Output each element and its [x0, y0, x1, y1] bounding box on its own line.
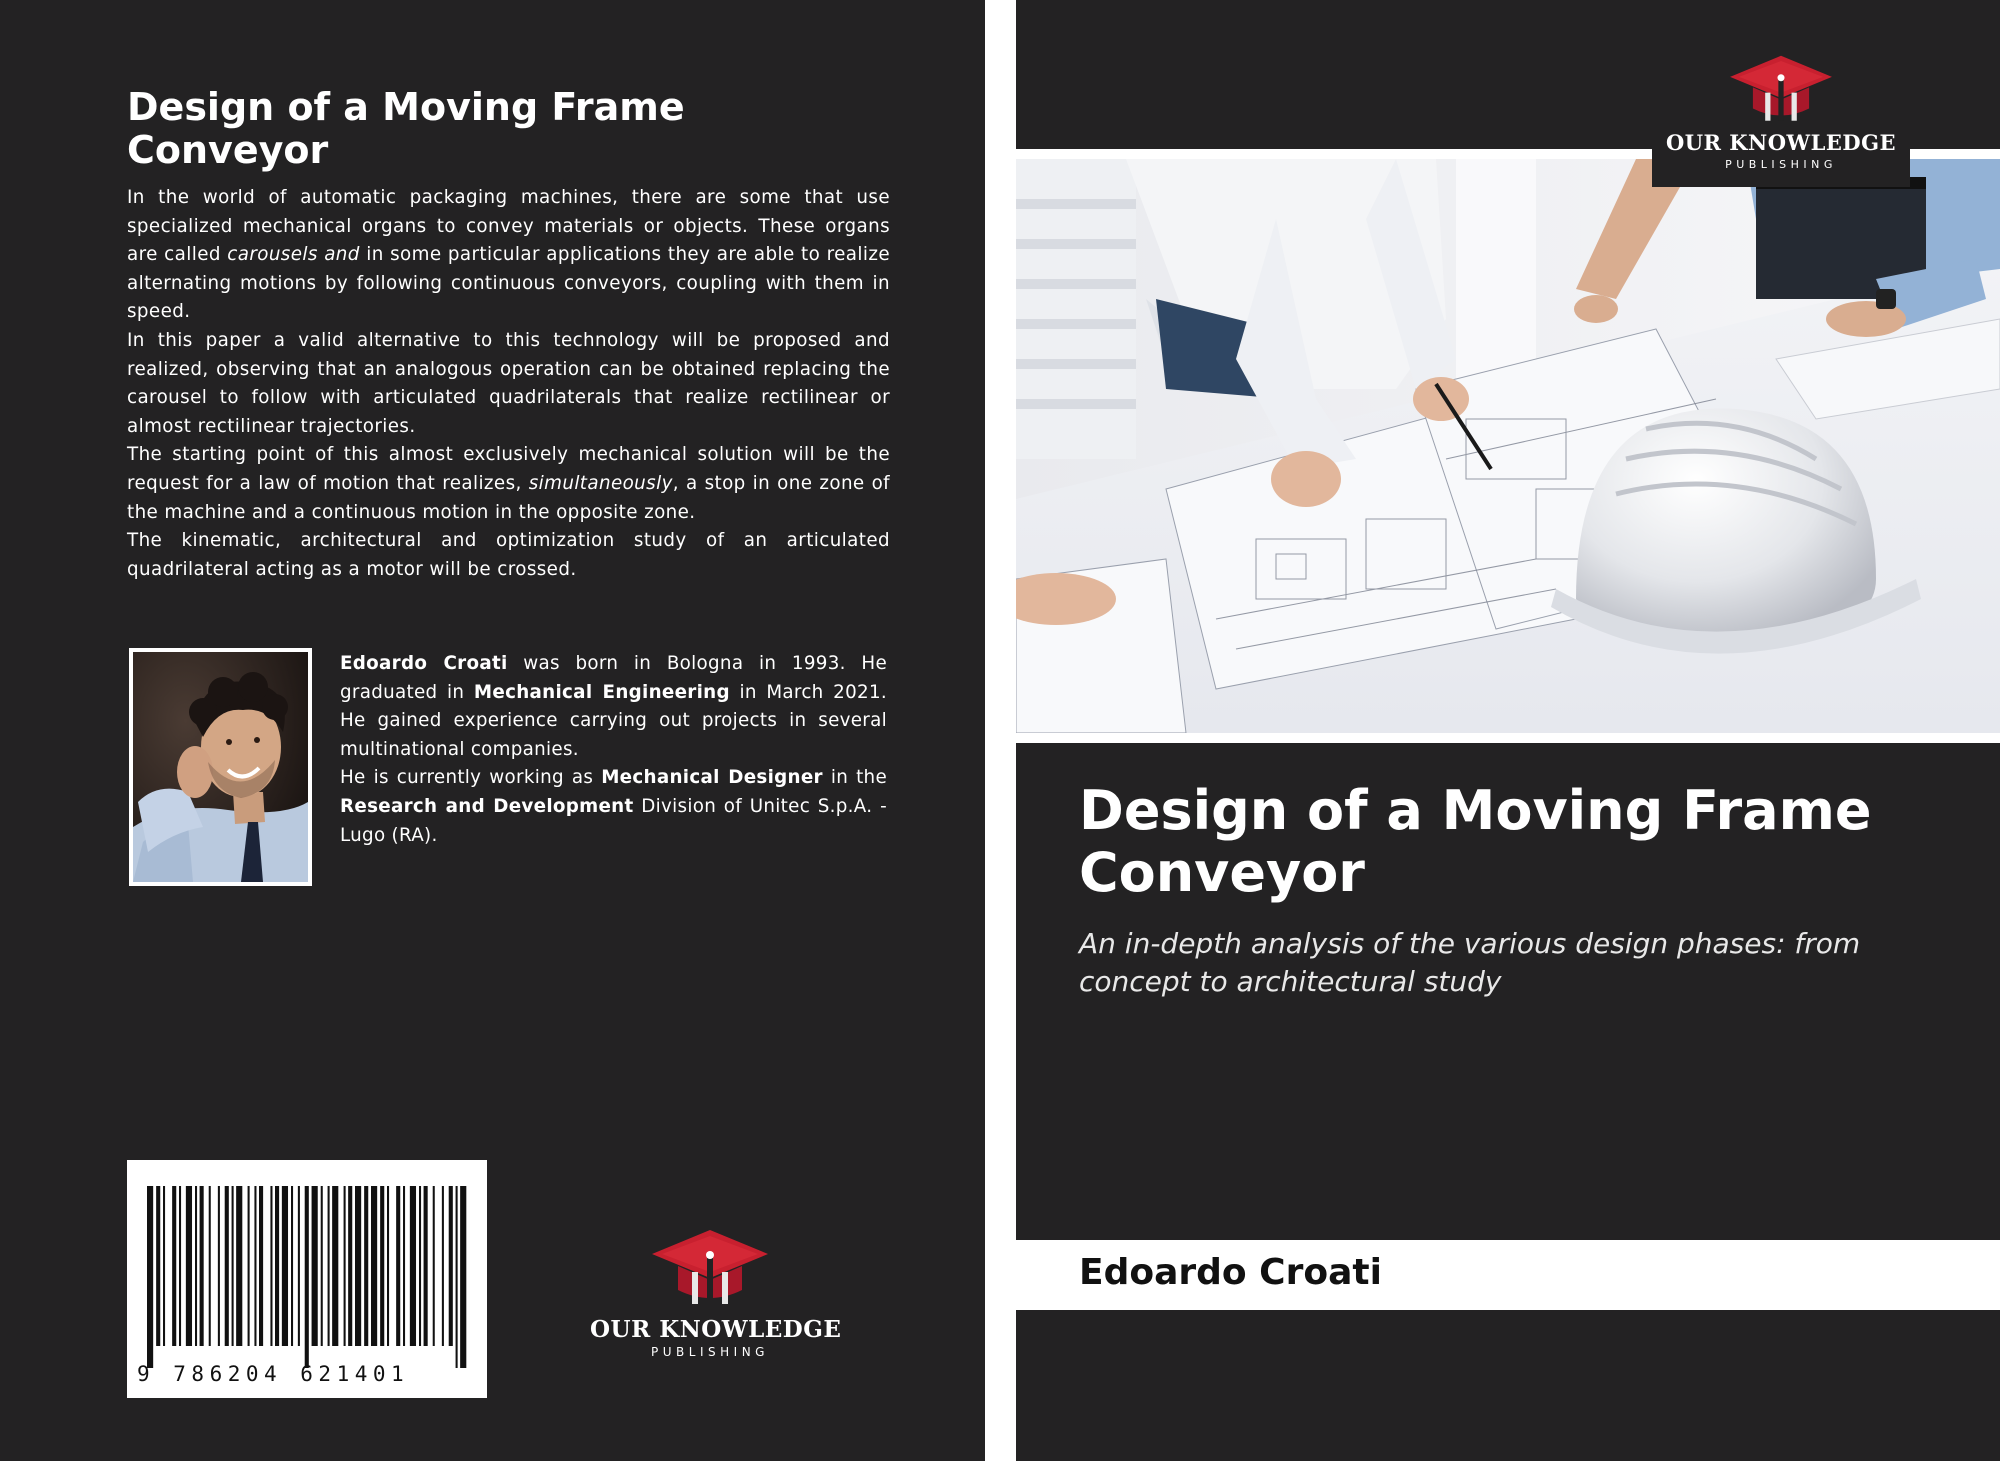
- front-cover-title: Design of a Moving Frame Conveyor: [1079, 779, 1872, 904]
- barcode-bar: [371, 1186, 377, 1346]
- barcode-bar: [179, 1186, 181, 1346]
- publisher-sub: PUBLISHING: [651, 1345, 769, 1359]
- barcode-icon: [147, 1186, 467, 1368]
- barcode-bar: [387, 1186, 389, 1346]
- barcode-bar: [254, 1186, 256, 1346]
- publisher-logo-back: [590, 1228, 842, 1359]
- blurb-paragraph-3: The starting point of this almost exclusively mechanical solution will be the request for a law of motion that realizes, simultaneously, a stop in one zone of the machine and a continuous motion in the opposite zone.: [127, 444, 890, 523]
- barcode-bar: [332, 1186, 338, 1346]
- barcode-bar: [410, 1186, 416, 1346]
- front-cover-author: Edoardo Croati: [1079, 1252, 1382, 1293]
- publisher-logo-front-box: [1652, 50, 1910, 187]
- back-cover: [0, 0, 985, 1461]
- barcode-bar: [275, 1186, 279, 1346]
- bio-paragraph-2: He is currently working as Mechanical Designer in the Research and Development Division of Unitec S.p.A. - Lugo (RA).: [340, 767, 888, 846]
- publisher-logo-front: [1652, 54, 1910, 171]
- cover-photo-frame: [1016, 149, 2000, 743]
- barcode-bar: [270, 1186, 272, 1346]
- barcode-bar: [348, 1186, 352, 1346]
- barcode-bar: [442, 1186, 444, 1346]
- isbn-barcode: [127, 1160, 487, 1398]
- barcode-bar: [248, 1186, 250, 1346]
- barcode-bar: [291, 1186, 293, 1346]
- barcode-bar: [344, 1186, 346, 1346]
- barcode-bar: [424, 1186, 428, 1346]
- barcode-bar: [200, 1186, 204, 1346]
- back-cover-blurb: [127, 184, 890, 584]
- bio-paragraph-1: Edoardo Croati was born in Bologna in 1993. He graduated in Mechanical Engineering in March 2021. He gained experience carrying out projects in several multinational companies.: [340, 653, 887, 760]
- barcode-digits: 9 786204 621401: [137, 1362, 410, 1386]
- barcode-bar: [396, 1186, 400, 1346]
- barcode-bar: [236, 1186, 242, 1346]
- barcode-bar: [364, 1186, 368, 1346]
- barcode-bar: [456, 1186, 458, 1368]
- back-cover-title: Design of a Moving Frame Conveyor: [127, 85, 685, 172]
- cover-photo: [1016, 159, 2000, 733]
- barcode-bar: [449, 1186, 453, 1346]
- barcode-bar: [403, 1186, 405, 1346]
- barcode-bar: [321, 1186, 323, 1346]
- barcode-bar: [225, 1186, 229, 1346]
- blurb-paragraph-1: In the world of automatic packaging machines, there are some that use specialized mechanical organs to convey materials or objects. These organs are called carousels and in some particular applications they are able to realize alternating motions by following continuous conveyors, coupling with them in speed.: [127, 187, 890, 323]
- publisher-name: OUR KNOWLEDGE: [1665, 130, 1897, 155]
- front-cover-subtitle: An in-depth analysis of the various design phases: from concept to architectural study: [1079, 927, 1861, 998]
- author-portrait-image: [133, 652, 308, 882]
- publisher-sub: PUBLISHING: [1725, 158, 1837, 171]
- graduation-cap-logo-icon: [1726, 54, 1836, 126]
- barcode-bar: [419, 1186, 421, 1346]
- blurb-paragraph-2: In this paper a valid alternative to this technology will be proposed and realized, observing that an analogous operation can be obtained replacing the carousel to follow with articulated quadrilaterals that realize rectilinear or almost rectilinear trajectories.: [127, 329, 890, 437]
- engineers-blueprint-photo: [1016, 159, 2000, 733]
- barcode-bar: [163, 1186, 165, 1346]
- barcode-bar: [460, 1186, 466, 1368]
- barcode-bar: [209, 1186, 211, 1346]
- barcode-bar: [186, 1186, 192, 1346]
- front-cover: [1016, 0, 2000, 1461]
- barcode-bar: [218, 1186, 220, 1346]
- barcode-bar: [259, 1186, 263, 1346]
- barcode-bar: [305, 1186, 309, 1368]
- barcode-bar: [195, 1186, 197, 1346]
- spine: [985, 0, 1016, 1461]
- barcode-bar: [147, 1186, 153, 1368]
- barcode-bar: [328, 1186, 330, 1346]
- barcode-bar: [156, 1186, 160, 1346]
- barcode-bar: [282, 1186, 288, 1346]
- barcode-bar: [232, 1186, 234, 1346]
- barcode-bar: [380, 1186, 384, 1346]
- publisher-name: OUR KNOWLEDGE: [590, 1316, 842, 1343]
- blurb-paragraph-4: The kinematic, architectural and optimization study of an articulated quadrilateral acting as a motor will be crossed.: [127, 530, 890, 580]
- barcode-bar: [172, 1186, 176, 1346]
- barcode-bar: [298, 1186, 300, 1346]
- barcode-bar: [355, 1186, 361, 1346]
- barcode-bar: [433, 1186, 435, 1346]
- graduation-cap-logo-icon: [650, 1228, 770, 1310]
- author-band: [1016, 1240, 2000, 1310]
- author-bio: [340, 650, 887, 850]
- author-photo: [129, 648, 312, 886]
- barcode-bar: [312, 1186, 318, 1346]
